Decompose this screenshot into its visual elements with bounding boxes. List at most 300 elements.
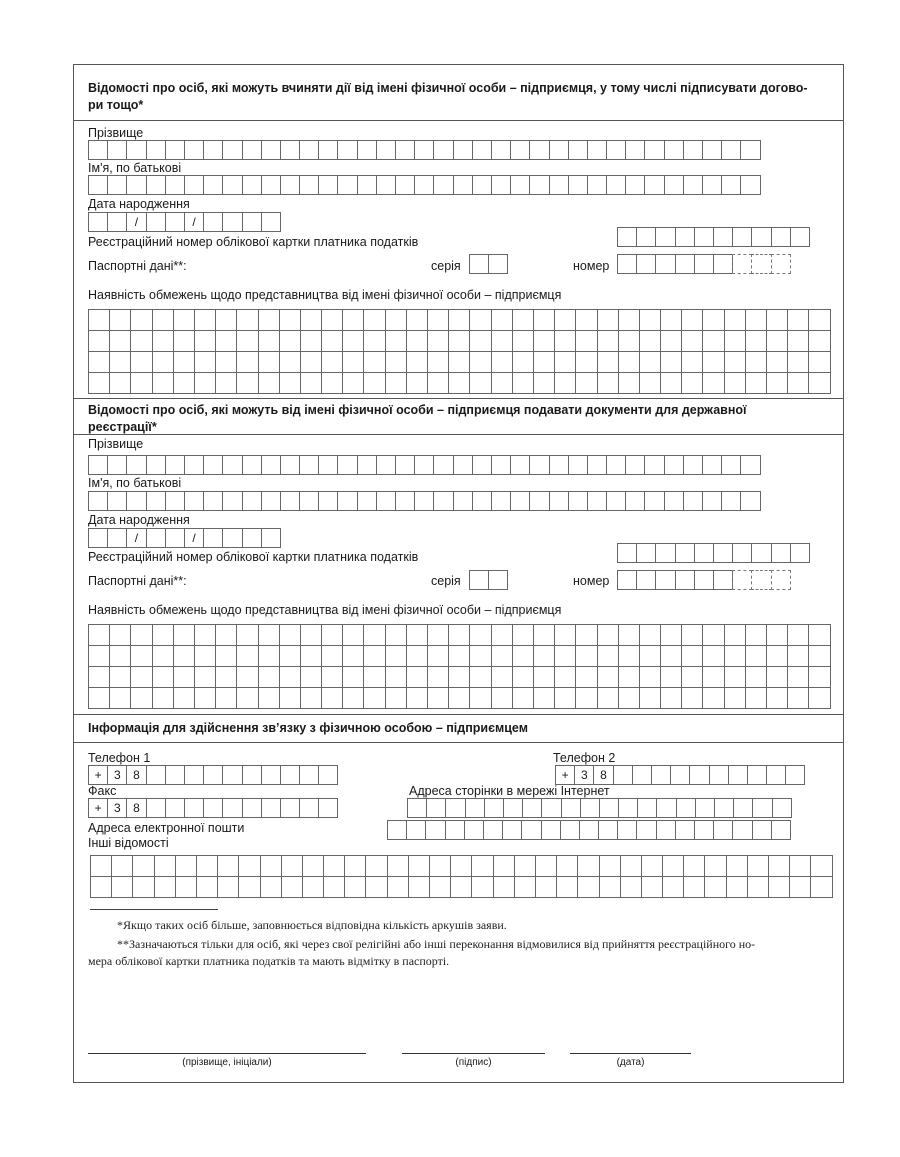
- grid-cell[interactable]: [428, 331, 449, 352]
- grid-cell[interactable]: [364, 331, 385, 352]
- input-cell[interactable]: [709, 765, 729, 785]
- grid-cell[interactable]: [727, 877, 748, 898]
- input-cell[interactable]: [694, 543, 714, 563]
- input-cell[interactable]: [644, 455, 664, 475]
- grid-cell[interactable]: [809, 352, 830, 373]
- input-cell[interactable]: [491, 175, 511, 195]
- fax-field[interactable]: [88, 798, 337, 818]
- grid-cell[interactable]: [280, 625, 301, 646]
- grid-cell[interactable]: [451, 856, 472, 877]
- grid-cell[interactable]: [322, 646, 343, 667]
- grid-cell[interactable]: [536, 877, 557, 898]
- input-cell[interactable]: [713, 227, 733, 247]
- input-cell[interactable]: [721, 175, 741, 195]
- input-cell[interactable]: [655, 543, 675, 563]
- grid-cell[interactable]: [237, 625, 258, 646]
- grid-cell[interactable]: [174, 310, 195, 331]
- grid-cell[interactable]: [661, 625, 682, 646]
- grid-cell[interactable]: [492, 331, 513, 352]
- input-cell[interactable]: [675, 543, 695, 563]
- input-cell[interactable]: [242, 798, 262, 818]
- grid-cell[interactable]: [428, 688, 449, 709]
- grid-cell[interactable]: [237, 667, 258, 688]
- input-cell[interactable]: [549, 175, 569, 195]
- grid-cell[interactable]: [534, 352, 555, 373]
- input-cell[interactable]: [613, 765, 633, 785]
- grid-cell[interactable]: [153, 352, 174, 373]
- grid-cell[interactable]: [153, 625, 174, 646]
- grid-cell[interactable]: [155, 856, 176, 877]
- grid-cell[interactable]: [301, 331, 322, 352]
- grid-cell[interactable]: [619, 331, 640, 352]
- grid-cell[interactable]: [534, 331, 555, 352]
- dob-field[interactable]: [88, 528, 280, 548]
- input-cell[interactable]: [484, 798, 504, 818]
- grid-cell[interactable]: [661, 373, 682, 394]
- grid-cell[interactable]: [725, 331, 746, 352]
- input-cell[interactable]: [280, 765, 300, 785]
- input-cell[interactable]: [126, 455, 146, 475]
- input-cell[interactable]: [617, 227, 637, 247]
- grid-cell[interactable]: [598, 625, 619, 646]
- input-cell[interactable]: [675, 820, 695, 840]
- input-cell[interactable]: [606, 455, 626, 475]
- input-cell[interactable]: [465, 798, 485, 818]
- input-cell[interactable]: [126, 140, 146, 160]
- input-cell[interactable]: [165, 175, 185, 195]
- grid-cell[interactable]: [661, 331, 682, 352]
- grid-cell[interactable]: [640, 625, 661, 646]
- grid-cell[interactable]: [494, 877, 515, 898]
- grid-cell[interactable]: [492, 310, 513, 331]
- grid-cell[interactable]: [153, 310, 174, 331]
- input-cell[interactable]: [445, 798, 465, 818]
- grid-cell[interactable]: [746, 625, 767, 646]
- input-cell[interactable]: [299, 798, 319, 818]
- grid-cell[interactable]: [259, 310, 280, 331]
- input-cell[interactable]: [664, 175, 684, 195]
- grid-cell[interactable]: [619, 667, 640, 688]
- grid-cell[interactable]: [131, 625, 152, 646]
- input-cell[interactable]: [280, 140, 300, 160]
- input-cell[interactable]: [790, 227, 810, 247]
- input-cell[interactable]: [469, 254, 489, 274]
- grid-cell[interactable]: [621, 856, 642, 877]
- input-cell[interactable]: [387, 820, 407, 840]
- grid-cell[interactable]: [301, 625, 322, 646]
- input-cell[interactable]: [510, 140, 530, 160]
- grid-cell[interactable]: [133, 877, 154, 898]
- grid-cell[interactable]: [619, 352, 640, 373]
- input-cell[interactable]: [713, 570, 733, 590]
- input-cell[interactable]: [146, 528, 166, 548]
- input-cell[interactable]: [337, 175, 357, 195]
- input-cell[interactable]: [203, 212, 223, 232]
- input-cell[interactable]: [790, 543, 810, 563]
- grid-cell[interactable]: [89, 331, 110, 352]
- grid-cell[interactable]: [303, 877, 324, 898]
- grid-cell[interactable]: [259, 625, 280, 646]
- input-cell[interactable]: [771, 570, 791, 590]
- input-cell[interactable]: [636, 543, 656, 563]
- grid-cell[interactable]: [407, 625, 428, 646]
- grid-cell[interactable]: [407, 688, 428, 709]
- grid-cell[interactable]: [769, 856, 790, 877]
- grid-cell[interactable]: [386, 646, 407, 667]
- grid-cell[interactable]: [110, 352, 131, 373]
- input-cell[interactable]: [242, 528, 262, 548]
- input-cell[interactable]: [580, 798, 600, 818]
- input-cell[interactable]: [683, 140, 703, 160]
- input-cell[interactable]: [510, 491, 530, 511]
- grid-cell[interactable]: [598, 646, 619, 667]
- grid-cell[interactable]: [110, 331, 131, 352]
- grid-cell[interactable]: [239, 856, 260, 877]
- grid-cell[interactable]: [619, 625, 640, 646]
- input-cell[interactable]: [656, 798, 676, 818]
- input-cell[interactable]: [318, 175, 338, 195]
- grid-cell[interactable]: [91, 877, 112, 898]
- grid-cell[interactable]: [364, 667, 385, 688]
- input-cell[interactable]: [146, 140, 166, 160]
- grid-cell[interactable]: [301, 373, 322, 394]
- grid-cell[interactable]: [195, 331, 216, 352]
- input-cell[interactable]: [299, 455, 319, 475]
- grid-cell[interactable]: [640, 646, 661, 667]
- input-cell[interactable]: [676, 798, 696, 818]
- grid-cell[interactable]: [767, 352, 788, 373]
- input-cell[interactable]: [713, 543, 733, 563]
- input-cell[interactable]: [579, 820, 599, 840]
- grid-cell[interactable]: [451, 877, 472, 898]
- passport-number-field[interactable]: [617, 254, 790, 274]
- grid-cell[interactable]: [430, 856, 451, 877]
- grid-cell[interactable]: [301, 688, 322, 709]
- input-cell[interactable]: [664, 455, 684, 475]
- input-cell[interactable]: [203, 140, 223, 160]
- grid-cell[interactable]: [449, 667, 470, 688]
- input-cell[interactable]: [568, 491, 588, 511]
- grid-cell[interactable]: [301, 352, 322, 373]
- grid-cell[interactable]: [746, 352, 767, 373]
- grid-cell[interactable]: [536, 856, 557, 877]
- input-cell[interactable]: [606, 175, 626, 195]
- input-cell[interactable]: [165, 212, 185, 232]
- grid-cell[interactable]: [555, 373, 576, 394]
- grid-cell[interactable]: [513, 373, 534, 394]
- input-cell[interactable]: [689, 765, 709, 785]
- grid-cell[interactable]: [322, 625, 343, 646]
- grid-cell[interactable]: [110, 688, 131, 709]
- grid-cell[interactable]: [237, 646, 258, 667]
- passport-series-field[interactable]: [469, 570, 507, 590]
- grid-cell[interactable]: [407, 310, 428, 331]
- grid-cell[interactable]: [748, 856, 769, 877]
- grid-cell[interactable]: [133, 856, 154, 877]
- grid-cell[interactable]: [576, 352, 597, 373]
- input-cell[interactable]: [617, 543, 637, 563]
- input-cell[interactable]: [242, 175, 262, 195]
- input-cell[interactable]: [491, 455, 511, 475]
- input-cell[interactable]: [771, 254, 791, 274]
- input-cell[interactable]: [299, 765, 319, 785]
- grid-cell[interactable]: [89, 667, 110, 688]
- grid-cell[interactable]: [513, 331, 534, 352]
- input-cell[interactable]: [318, 765, 338, 785]
- grid-cell[interactable]: [703, 667, 724, 688]
- grid-cell[interactable]: [366, 856, 387, 877]
- grid-cell[interactable]: [705, 856, 726, 877]
- grid-cell[interactable]: [449, 331, 470, 352]
- input-cell[interactable]: [222, 455, 242, 475]
- grid-cell[interactable]: [621, 877, 642, 898]
- grid-cell[interactable]: [767, 373, 788, 394]
- input-cell[interactable]: [617, 570, 637, 590]
- grid-cell[interactable]: [280, 688, 301, 709]
- grid-cell[interactable]: [598, 331, 619, 352]
- input-cell[interactable]: [184, 798, 204, 818]
- grid-cell[interactable]: [472, 877, 493, 898]
- grid-cell[interactable]: [345, 856, 366, 877]
- input-cell[interactable]: [766, 765, 786, 785]
- grid-cell[interactable]: [640, 352, 661, 373]
- input-cell[interactable]: [503, 798, 523, 818]
- grid-cell[interactable]: [492, 352, 513, 373]
- grid-cell[interactable]: [682, 310, 703, 331]
- input-cell[interactable]: [632, 765, 652, 785]
- grid-cell[interactable]: [663, 877, 684, 898]
- grid-cell[interactable]: [112, 877, 133, 898]
- input-cell[interactable]: [618, 798, 638, 818]
- input-cell[interactable]: [469, 570, 489, 590]
- input-cell[interactable]: [740, 455, 760, 475]
- grid-cell[interactable]: [470, 352, 491, 373]
- grid-cell[interactable]: [809, 646, 830, 667]
- input-cell[interactable]: [636, 254, 656, 274]
- input-cell[interactable]: [599, 798, 619, 818]
- grid-cell[interactable]: [343, 331, 364, 352]
- grid-cell[interactable]: [407, 667, 428, 688]
- grid-cell[interactable]: [364, 373, 385, 394]
- passport-number-field[interactable]: [617, 570, 790, 590]
- grid-cell[interactable]: [578, 877, 599, 898]
- input-cell[interactable]: [165, 765, 185, 785]
- grid-cell[interactable]: [515, 856, 536, 877]
- grid-cell[interactable]: [386, 667, 407, 688]
- input-cell[interactable]: [453, 140, 473, 160]
- phone2-field[interactable]: [555, 765, 804, 785]
- grid-cell[interactable]: [388, 877, 409, 898]
- input-cell[interactable]: [732, 254, 752, 274]
- grid-cell[interactable]: [174, 646, 195, 667]
- input-cell[interactable]: [222, 798, 242, 818]
- grid-cell[interactable]: [176, 877, 197, 898]
- grid-cell[interactable]: [259, 646, 280, 667]
- input-cell[interactable]: [664, 140, 684, 160]
- grid-cell[interactable]: [725, 646, 746, 667]
- grid-cell[interactable]: [259, 352, 280, 373]
- input-cell[interactable]: [472, 491, 492, 511]
- input-cell[interactable]: [587, 140, 607, 160]
- grid-cell[interactable]: [470, 646, 491, 667]
- grid-cell[interactable]: [89, 310, 110, 331]
- input-cell[interactable]: [522, 798, 542, 818]
- grid-cell[interactable]: [195, 373, 216, 394]
- grid-cell[interactable]: [513, 310, 534, 331]
- input-cell[interactable]: [541, 798, 561, 818]
- grid-cell[interactable]: [619, 646, 640, 667]
- grid-cell[interactable]: [280, 352, 301, 373]
- grid-cell[interactable]: [598, 310, 619, 331]
- input-cell[interactable]: [203, 455, 223, 475]
- grid-cell[interactable]: [174, 352, 195, 373]
- grid-cell[interactable]: [282, 856, 303, 877]
- input-cell[interactable]: [510, 175, 530, 195]
- grid-cell[interactable]: [364, 310, 385, 331]
- input-cell[interactable]: [414, 491, 434, 511]
- grid-cell[interactable]: [576, 331, 597, 352]
- grid-cell[interactable]: [769, 877, 790, 898]
- input-cell[interactable]: [453, 491, 473, 511]
- restrictions-grid[interactable]: [88, 624, 831, 709]
- grid-cell[interactable]: [343, 625, 364, 646]
- grid-cell[interactable]: [131, 331, 152, 352]
- grid-cell[interactable]: [470, 688, 491, 709]
- grid-cell[interactable]: [513, 646, 534, 667]
- grid-cell[interactable]: [703, 688, 724, 709]
- grid-cell[interactable]: [110, 310, 131, 331]
- grid-cell[interactable]: [746, 667, 767, 688]
- input-cell[interactable]: [713, 254, 733, 274]
- input-cell[interactable]: [675, 254, 695, 274]
- input-cell[interactable]: [617, 254, 637, 274]
- signature-line[interactable]: [402, 1053, 545, 1054]
- grid-cell[interactable]: [703, 310, 724, 331]
- input-cell[interactable]: [261, 798, 281, 818]
- grid-cell[interactable]: [809, 331, 830, 352]
- input-cell[interactable]: [357, 140, 377, 160]
- name-field[interactable]: [88, 491, 760, 511]
- input-cell[interactable]: [453, 175, 473, 195]
- grid-cell[interactable]: [195, 646, 216, 667]
- input-cell[interactable]: [184, 765, 204, 785]
- input-cell[interactable]: [644, 140, 664, 160]
- grid-cell[interactable]: [428, 352, 449, 373]
- input-cell[interactable]: [337, 140, 357, 160]
- input-cell[interactable]: [453, 455, 473, 475]
- input-cell[interactable]: [184, 455, 204, 475]
- grid-cell[interactable]: [746, 688, 767, 709]
- input-cell[interactable]: [721, 140, 741, 160]
- grid-cell[interactable]: [195, 625, 216, 646]
- grid-cell[interactable]: [811, 856, 832, 877]
- input-cell[interactable]: [752, 820, 772, 840]
- grid-cell[interactable]: [216, 667, 237, 688]
- grid-cell[interactable]: [261, 856, 282, 877]
- input-cell[interactable]: [337, 491, 357, 511]
- input-cell[interactable]: [771, 820, 791, 840]
- grid-cell[interactable]: [576, 310, 597, 331]
- input-cell[interactable]: [617, 820, 637, 840]
- input-cell[interactable]: [529, 175, 549, 195]
- grid-cell[interactable]: [555, 667, 576, 688]
- grid-cell[interactable]: [131, 352, 152, 373]
- input-cell[interactable]: [222, 528, 242, 548]
- grid-cell[interactable]: [788, 688, 809, 709]
- input-cell[interactable]: [426, 798, 446, 818]
- input-cell[interactable]: [222, 175, 242, 195]
- grid-cell[interactable]: [428, 667, 449, 688]
- input-cell[interactable]: [637, 798, 657, 818]
- input-cell[interactable]: [502, 820, 522, 840]
- grid-cell[interactable]: [345, 877, 366, 898]
- grid-cell[interactable]: [703, 646, 724, 667]
- grid-cell[interactable]: [110, 667, 131, 688]
- grid-cell[interactable]: [112, 856, 133, 877]
- grid-cell[interactable]: [131, 310, 152, 331]
- input-cell[interactable]: [695, 798, 715, 818]
- input-cell[interactable]: [203, 798, 223, 818]
- grid-cell[interactable]: [237, 688, 258, 709]
- grid-cell[interactable]: [386, 373, 407, 394]
- grid-cell[interactable]: [407, 331, 428, 352]
- input-cell[interactable]: [222, 212, 242, 232]
- grid-cell[interactable]: [386, 688, 407, 709]
- grid-cell[interactable]: [470, 331, 491, 352]
- grid-cell[interactable]: [492, 688, 513, 709]
- input-cell[interactable]: [636, 820, 656, 840]
- input-cell[interactable]: [714, 798, 734, 818]
- grid-cell[interactable]: [430, 877, 451, 898]
- input-cell[interactable]: [433, 140, 453, 160]
- input-cell[interactable]: [280, 175, 300, 195]
- grid-cell[interactable]: [195, 310, 216, 331]
- grid-cell[interactable]: [682, 625, 703, 646]
- input-cell[interactable]: [395, 455, 415, 475]
- grid-cell[interactable]: [386, 331, 407, 352]
- input-cell[interactable]: [625, 140, 645, 160]
- grid-cell[interactable]: [216, 373, 237, 394]
- input-cell[interactable]: [702, 491, 722, 511]
- grid-cell[interactable]: [324, 877, 345, 898]
- input-cell[interactable]: [549, 140, 569, 160]
- grid-cell[interactable]: [557, 877, 578, 898]
- input-cell[interactable]: [376, 491, 396, 511]
- grid-cell[interactable]: [557, 856, 578, 877]
- grid-cell[interactable]: [428, 310, 449, 331]
- grid-cell[interactable]: [809, 373, 830, 394]
- grid-cell[interactable]: [682, 667, 703, 688]
- input-cell[interactable]: [242, 491, 262, 511]
- input-cell[interactable]: [126, 491, 146, 511]
- grid-cell[interactable]: [555, 688, 576, 709]
- grid-cell[interactable]: [282, 877, 303, 898]
- grid-cell[interactable]: [324, 856, 345, 877]
- input-cell[interactable]: [521, 820, 541, 840]
- grid-cell[interactable]: [216, 646, 237, 667]
- grid-cell[interactable]: [428, 625, 449, 646]
- input-cell[interactable]: [407, 798, 427, 818]
- grid-cell[interactable]: [576, 688, 597, 709]
- grid-cell[interactable]: [237, 373, 258, 394]
- input-cell[interactable]: [636, 570, 656, 590]
- input-cell[interactable]: [644, 491, 664, 511]
- grid-cell[interactable]: [598, 373, 619, 394]
- input-cell[interactable]: [242, 765, 262, 785]
- input-cell[interactable]: [785, 765, 805, 785]
- input-cell[interactable]: [107, 528, 127, 548]
- grid-cell[interactable]: [153, 646, 174, 667]
